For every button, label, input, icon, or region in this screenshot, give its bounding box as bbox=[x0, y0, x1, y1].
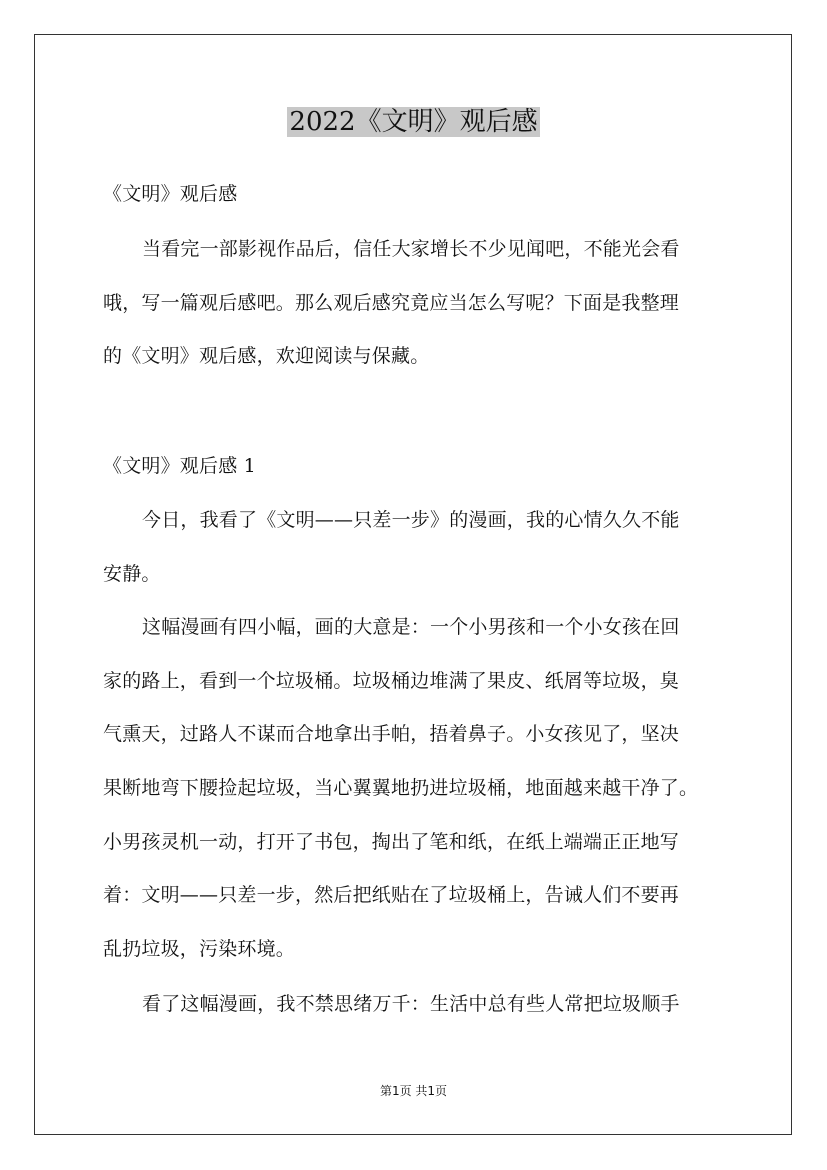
page-footer: 第1页 共1页 bbox=[379, 1084, 448, 1098]
paragraph2-line-6: 着：文明——只差一步，然后把纸贴在了垃圾桶上，告诫人们不要再 bbox=[103, 884, 680, 906]
paragraph2-line-1: 这幅漫画有四小幅，画的大意是：一个小男孩和一个小女孩在回 bbox=[142, 616, 680, 638]
intro-line-2: 哦，写一篇观后感吧。那么观后感究竟应当怎么写呢？下面是我整理 bbox=[103, 292, 680, 314]
paragraph2-line-7: 乱扔垃圾，污染环境。 bbox=[103, 938, 296, 960]
paragraph2-line-2: 家的路上，看到一个垃圾桶。垃圾桶边堆满了果皮、纸屑等垃圾，臭 bbox=[103, 670, 680, 692]
intro-line-1: 当看完一部影视作品后，信任大家增长不少见闻吧，不能光会看 bbox=[142, 238, 680, 260]
document-title bbox=[0, 102, 827, 142]
paragraph3-line-1: 看了这幅漫画，我不禁思绪万千：生活中总有些人常把垃圾顺手 bbox=[142, 993, 680, 1015]
paragraph2-line-4: 果断地弯下腰捡起垃圾，当心翼翼地扔进垃圾桶，地面越来越干净了。 bbox=[103, 777, 699, 799]
section-heading: 《文明》观后感 1 bbox=[103, 455, 256, 477]
paragraph1-line-2: 安静。 bbox=[103, 563, 161, 585]
paragraph2-line-3: 气熏天，过路人不谋而合地拿出手帕，捂着鼻子。小女孩见了，坚决 bbox=[103, 723, 680, 745]
intro-line-3: 的《文明》观后感，欢迎阅读与保藏。 bbox=[103, 345, 430, 367]
paragraph2-line-5: 小男孩灵机一动，打开了书包，掏出了笔和纸，在纸上端端正正地写 bbox=[103, 831, 680, 853]
document-title-text: 2022《文明》观后感 bbox=[289, 107, 538, 137]
subtitle: 《文明》观后感 bbox=[103, 183, 238, 205]
paragraph1-line-1: 今日，我看了《文明——只差一步》的漫画，我的心情久久不能 bbox=[142, 509, 680, 531]
